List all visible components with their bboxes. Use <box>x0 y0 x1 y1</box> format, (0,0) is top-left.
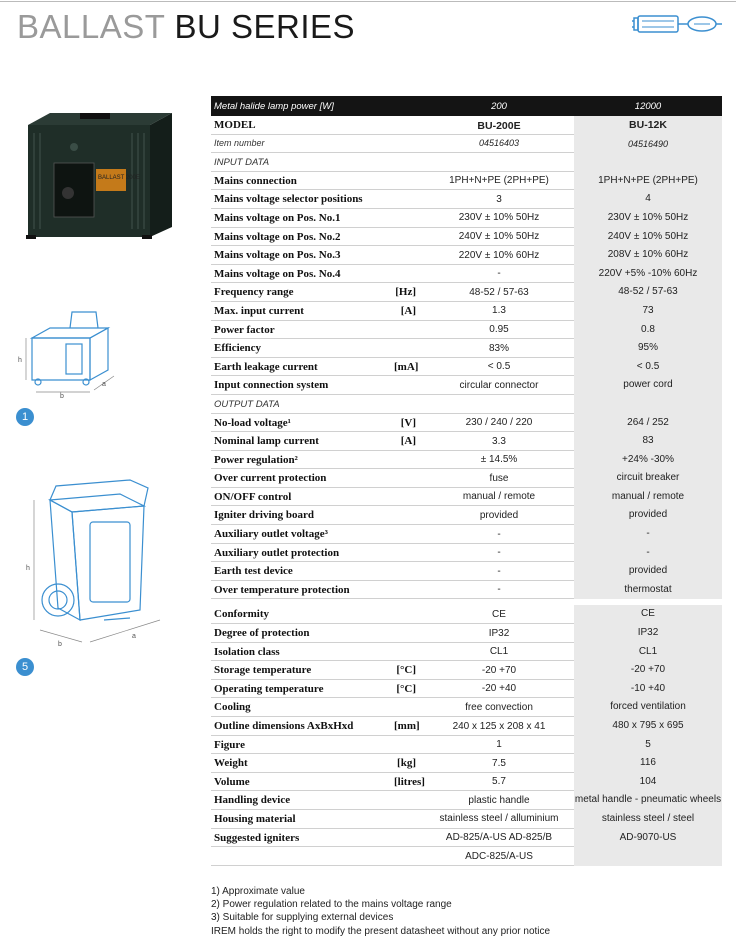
table-row <box>211 339 722 358</box>
row-value-bu-12k: 95% <box>574 339 722 358</box>
row-label: Mains voltage on Pos. No.2 <box>214 230 341 243</box>
top-rule <box>0 1 736 2</box>
row-label: No-load voltage¹ <box>214 416 291 429</box>
table-row <box>211 451 722 470</box>
row-unit: [mA] <box>394 360 419 373</box>
row-label: Mains connection <box>214 174 297 187</box>
row-value-bu-12k: 04516490 <box>574 135 722 154</box>
table-row <box>211 562 722 581</box>
table-row <box>211 376 722 395</box>
row-label: Isolation class <box>214 645 280 658</box>
row-value-bu-200e: 220V ± 10% 60Hz <box>458 249 540 261</box>
table-row <box>211 321 722 340</box>
table-row <box>211 847 722 866</box>
row-value-bu-200e: 230 / 240 / 220 <box>465 417 533 428</box>
table-row <box>211 525 722 544</box>
figure-1-drawing <box>10 300 140 400</box>
row-value-bu-12k: 480 x 795 x 695 <box>574 717 722 736</box>
row-value-bu-12k: 83 <box>574 432 722 451</box>
row-label: Figure <box>214 738 245 751</box>
row-value-bu-12k: +24% -30% <box>574 451 722 470</box>
row-value-bu-200e: 48-52 / 57-63 <box>469 286 529 298</box>
svg-text:a: a <box>102 381 106 388</box>
row-value-bu-200e: - <box>497 547 501 559</box>
row-value-bu-200e: fuse <box>489 472 509 484</box>
title-dark: BU SERIES <box>174 8 356 45</box>
row-value-bu-12k <box>574 847 722 866</box>
row-label: Mains voltage selector positions <box>214 193 363 206</box>
table-row <box>211 605 722 624</box>
row-value-bu-12k <box>574 395 722 414</box>
table-row <box>211 116 722 135</box>
row-label: Housing material <box>214 812 296 825</box>
row-label: ON/OFF control <box>214 490 292 503</box>
row-value-bu-200e: 1.3 <box>492 305 506 317</box>
table-row <box>211 643 722 662</box>
row-label: Auxiliary outlet voltage³ <box>214 528 328 541</box>
table-row <box>211 190 722 209</box>
table-row <box>211 358 722 377</box>
table-row <box>211 717 722 736</box>
row-label: Earth test device <box>214 565 293 578</box>
table-row <box>211 432 722 451</box>
spec-table <box>211 96 722 866</box>
row-value-bu-12k: 220V +5% -10% 60Hz <box>574 265 722 284</box>
row-label: Frequency range <box>214 286 294 299</box>
ballast-photo <box>20 103 180 253</box>
table-row <box>211 581 722 600</box>
table-row <box>211 209 722 228</box>
row-value-bu-200e: - <box>497 584 501 596</box>
row-label: Cooling <box>214 701 251 714</box>
row-value-bu-200e: 1PH+N+PE (2PH+PE) <box>449 175 549 187</box>
row-label: Efficiency <box>214 342 262 355</box>
row-label: Max. input current <box>214 304 304 317</box>
row-value-bu-12k: IP32 <box>574 624 722 643</box>
row-value-bu-12k: provided <box>574 562 722 581</box>
row-value-bu-12k: 104 <box>574 773 722 792</box>
row-value-bu-12k: metal handle - pneumatic wheels <box>574 791 722 810</box>
row-value-bu-200e: 3.3 <box>492 435 506 447</box>
row-label: Outline dimensions AxBxHxd <box>214 720 354 732</box>
row-label: Degree of protection <box>214 627 310 640</box>
table-row <box>211 791 722 810</box>
table-body <box>211 116 722 866</box>
row-value-bu-200e: 0.95 <box>489 324 509 336</box>
row-value-bu-12k: BU-12K <box>574 116 722 135</box>
row-value-bu-12k: 48-52 / 57-63 <box>574 283 722 302</box>
row-value-bu-12k <box>574 153 722 172</box>
row-unit: [Hz] <box>395 286 416 299</box>
row-label: Handling device <box>214 794 291 807</box>
row-label: Suggested igniters <box>214 831 300 844</box>
row-value-bu-200e: 1 <box>496 739 502 751</box>
row-label: Auxiliary outlet protection <box>214 546 340 559</box>
page-title <box>17 8 355 46</box>
row-value-bu-12k: 208V ± 10% 60Hz <box>574 246 722 265</box>
row-value-bu-200e: - <box>497 565 501 577</box>
row-label: Storage temperature <box>214 664 312 677</box>
row-label: Conformity <box>214 608 269 621</box>
row-unit: [kg] <box>397 757 416 770</box>
svg-text:a: a <box>132 633 136 640</box>
row-label: Volume <box>214 775 250 788</box>
row-value-bu-12k: 73 <box>574 302 722 321</box>
svg-text:b: b <box>58 641 62 648</box>
row-unit: [litres] <box>394 775 425 788</box>
row-value-bu-12k: manual / remote <box>574 488 722 507</box>
row-value-bu-200e: manual / remote <box>462 491 536 503</box>
row-value-bu-12k: AD-9070-US <box>574 829 722 848</box>
row-value-bu-200e: - <box>497 528 501 540</box>
table-row <box>211 265 722 284</box>
figure-1-badge: 1 <box>16 408 34 426</box>
table-row <box>211 698 722 717</box>
table-row <box>211 661 722 680</box>
row-value-bu-200e: 230V ± 10% 50Hz <box>458 212 540 224</box>
row-label: Mains voltage on Pos. No.3 <box>214 249 341 262</box>
row-value-bu-12k: CE <box>574 605 722 624</box>
row-label: Input connection system <box>214 379 329 392</box>
row-label: Over current protection <box>214 472 327 485</box>
row-label: Item number <box>214 137 265 148</box>
lamp-icon <box>632 10 724 38</box>
row-unit: [A] <box>400 304 416 317</box>
row-value-bu-200e: CE <box>492 608 506 620</box>
table-row <box>211 228 722 247</box>
row-value-bu-200e: ADC-825/A-US <box>465 850 533 862</box>
row-value-bu-200e: 5.7 <box>492 776 506 788</box>
table-header <box>211 96 722 116</box>
row-unit: [°C] <box>396 682 416 695</box>
row-unit: [mm] <box>394 720 420 732</box>
row-value-bu-200e: -20 +70 <box>481 664 517 676</box>
row-unit: [V] <box>400 416 416 429</box>
row-value-bu-12k: CL1 <box>574 643 722 662</box>
footnote: 2) Power regulation related to the mains voltage range <box>211 899 452 911</box>
table-row <box>211 829 722 848</box>
photo-label: BALLAST 200E <box>98 175 140 181</box>
row-value-bu-200e: stainless steel / alluminium <box>439 813 559 825</box>
table-row <box>211 736 722 755</box>
row-value-bu-12k: 264 / 252 <box>574 414 722 433</box>
row-value-bu-200e: BU-200E <box>477 119 521 132</box>
table-row <box>211 153 722 172</box>
figure-5-badge: 5 <box>16 658 34 676</box>
table-row <box>211 135 722 154</box>
row-value-bu-12k: 240V ± 10% 50Hz <box>574 228 722 247</box>
row-value-bu-200e: - <box>497 268 501 280</box>
table-row <box>211 680 722 699</box>
row-value-bu-200e: provided <box>479 509 519 521</box>
row-value-bu-12k: 116 <box>574 754 722 773</box>
row-value-bu-12k: forced ventilation <box>574 698 722 717</box>
row-value-bu-12k: 4 <box>574 190 722 209</box>
row-value-bu-12k: -10 +40 <box>574 680 722 699</box>
table-row <box>211 302 722 321</box>
row-label: Mains voltage on Pos. No.1 <box>214 211 341 224</box>
row-value-bu-12k: 0.8 <box>574 321 722 340</box>
svg-text:h: h <box>26 565 30 572</box>
table-row <box>211 506 722 525</box>
row-value-bu-200e: 83% <box>488 342 509 354</box>
row-value-bu-200e: 3 <box>496 193 502 205</box>
row-value-bu-200e: IP32 <box>488 627 510 639</box>
row-label: OUTPUT DATA <box>214 398 280 410</box>
row-value-bu-12k: 5 <box>574 736 722 755</box>
table-row <box>211 283 722 302</box>
row-label: Nominal lamp current <box>214 435 319 448</box>
table-row <box>211 395 722 414</box>
footnote: 3) Suitable for supplying external devices <box>211 912 394 924</box>
row-label: INPUT DATA <box>214 157 270 169</box>
row-value-bu-12k: -20 +70 <box>574 661 722 680</box>
row-value-bu-12k: stainless steel / steel <box>574 810 722 829</box>
table-row <box>211 414 722 433</box>
row-label: Earth leakage current <box>214 360 318 373</box>
title-light: BALLAST <box>17 8 165 45</box>
row-value-bu-12k: thermostat <box>574 581 722 600</box>
footnote: IREM holds the right to modify the present datasheet without any prior notice <box>211 925 551 937</box>
row-value-bu-200e: -20 +40 <box>481 683 517 695</box>
svg-text:b: b <box>60 393 64 400</box>
row-label: Operating temperature <box>214 682 324 695</box>
row-label: Igniter driving board <box>214 509 315 522</box>
header-col-1: 200 <box>491 101 507 112</box>
table-row <box>211 469 722 488</box>
table-row <box>211 488 722 507</box>
row-value-bu-200e: AD-825/A-US AD-825/B <box>445 832 553 844</box>
row-value-bu-200e: ± 14.5% <box>480 454 518 466</box>
table-row <box>211 246 722 265</box>
figure-5-drawing <box>20 470 180 650</box>
svg-text:h: h <box>18 357 22 364</box>
row-value-bu-200e: circular connector <box>459 379 539 391</box>
row-value-bu-200e: plastic handle <box>468 794 530 806</box>
table-row <box>211 544 722 563</box>
footnotes <box>211 885 550 938</box>
row-value-bu-12k: circuit breaker <box>574 469 722 488</box>
row-label: Over temperature protection <box>214 583 350 596</box>
footnote: 1) Approximate value <box>211 886 305 897</box>
row-value-bu-12k: 230V ± 10% 50Hz <box>574 209 722 228</box>
row-value-bu-200e: free convection <box>465 701 533 713</box>
row-unit: [A] <box>400 435 416 448</box>
table-row <box>211 773 722 792</box>
row-label: Mains voltage on Pos. No.4 <box>214 267 341 280</box>
table-row <box>211 754 722 773</box>
row-value-bu-12k: power cord <box>574 376 722 395</box>
table-row <box>211 810 722 829</box>
header-col-2: 12000 <box>634 101 662 112</box>
row-value-bu-12k: < 0.5 <box>574 358 722 377</box>
row-value-bu-200e: 240 x 125 x 208 x 41 <box>452 720 546 732</box>
row-value-bu-12k: provided <box>574 506 722 525</box>
row-label: Power factor <box>214 323 275 336</box>
row-value-bu-12k: - <box>574 544 722 563</box>
row-label: Weight <box>214 757 248 770</box>
row-value-bu-200e: 240V ± 10% 50Hz <box>458 231 540 243</box>
row-value-bu-200e: < 0.5 <box>487 361 511 373</box>
header-label: Metal halide lamp power [W] <box>214 101 334 112</box>
row-value-bu-200e: 7.5 <box>492 757 506 769</box>
row-unit: [°C] <box>396 664 416 677</box>
table-row <box>211 172 722 191</box>
table-row <box>211 624 722 643</box>
row-value-bu-12k: - <box>574 525 722 544</box>
row-value-bu-12k: 1PH+N+PE (2PH+PE) <box>574 172 722 191</box>
row-label: Power regulation² <box>214 453 298 466</box>
row-value-bu-200e: 04516403 <box>478 138 520 149</box>
row-value-bu-200e: CL1 <box>489 646 509 658</box>
row-label: MODEL <box>214 119 256 131</box>
